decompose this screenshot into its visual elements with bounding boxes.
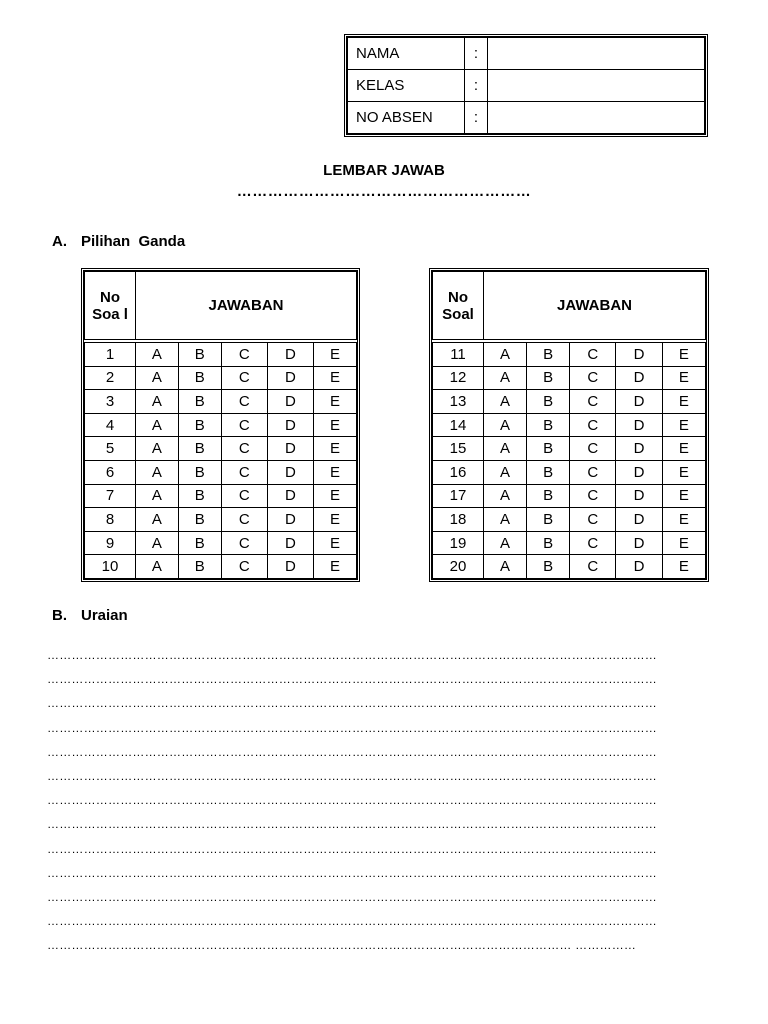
answer-option[interactable]: A (484, 437, 527, 461)
identity-row-nama (348, 38, 705, 70)
answer-option[interactable]: A (484, 555, 527, 579)
question-number: 10 (85, 555, 136, 579)
identity-value-field[interactable] (488, 38, 705, 70)
answer-option[interactable]: C (221, 413, 267, 437)
answer-option[interactable]: B (527, 531, 570, 555)
answer-option[interactable]: B (178, 437, 221, 461)
identity-label: NAMA (348, 38, 465, 70)
answer-option[interactable]: D (616, 366, 662, 390)
answer-option[interactable]: C (570, 437, 616, 461)
essay-answer-line[interactable]: …………………………………………………………………………………………………………………………………… (47, 769, 657, 783)
question-number: 3 (85, 390, 136, 414)
answer-option[interactable]: C (221, 531, 267, 555)
question-number: 9 (85, 531, 136, 555)
essay-answer-line[interactable]: …………………………………………………………………………………………………………………………………… (47, 841, 657, 856)
answer-option[interactable]: A (484, 366, 527, 390)
identity-label: NO ABSEN (348, 102, 465, 134)
essay-answer-line[interactable]: …………………………………………………………………………………………………………………………………… (47, 696, 657, 711)
answer-option[interactable]: E (313, 343, 356, 367)
essay-answer-line[interactable]: …………………………………………………………………………………………………………………………………… (47, 914, 657, 929)
answer-option[interactable]: B (178, 555, 221, 579)
answer-option[interactable]: A (136, 437, 179, 461)
answer-row (433, 460, 706, 484)
answer-option[interactable]: C (221, 366, 267, 390)
answer-option[interactable]: A (136, 413, 179, 437)
answer-row (433, 437, 706, 461)
section-b-letter: B. (52, 607, 67, 624)
identity-value-field[interactable] (488, 70, 705, 102)
essay-answer-line[interactable]: ………………………………………………………………………………………………………………… …………… (47, 938, 637, 953)
answer-option[interactable]: C (221, 484, 267, 508)
answer-option[interactable]: A (136, 460, 179, 484)
answer-option[interactable]: A (136, 555, 179, 579)
answer-option[interactable]: C (570, 366, 616, 390)
answer-option[interactable]: C (221, 508, 267, 532)
section-a-heading (52, 233, 185, 250)
essay-answer-line[interactable]: …………………………………………………………………………………………………………………………………… (47, 672, 657, 687)
answer-option[interactable]: C (221, 460, 267, 484)
identity-colon: : (465, 38, 488, 70)
answer-option[interactable]: A (136, 484, 179, 508)
answer-table-left (81, 268, 360, 582)
answer-option[interactable]: E (313, 531, 356, 555)
section-b-label: Uraian (81, 607, 128, 624)
answer-option[interactable]: B (527, 508, 570, 532)
answer-option[interactable]: B (527, 366, 570, 390)
answer-row (85, 343, 357, 367)
answer-option[interactable]: E (662, 390, 705, 414)
answer-rows-left (85, 343, 357, 579)
question-number: 8 (85, 508, 136, 532)
essay-answer-line[interactable]: …………………………………………………………………………………………………………………………………… (47, 744, 657, 759)
answer-option[interactable]: E (662, 460, 705, 484)
answer-option[interactable]: E (313, 390, 356, 414)
section-b-heading (52, 607, 128, 624)
answer-option[interactable]: E (662, 366, 705, 390)
answer-row (433, 531, 706, 555)
answer-option[interactable]: B (527, 460, 570, 484)
answer-option[interactable]: E (662, 343, 705, 367)
answer-option[interactable]: B (527, 555, 570, 579)
answer-option[interactable]: B (178, 531, 221, 555)
answer-option[interactable]: D (616, 390, 662, 414)
answer-option[interactable]: A (484, 413, 527, 437)
answer-option[interactable]: A (484, 460, 527, 484)
answer-option[interactable]: A (136, 390, 179, 414)
essay-answer-line[interactable]: …………………………………………………………………………………………………………………………………… (47, 793, 657, 808)
question-number: 19 (433, 531, 484, 555)
answer-option[interactable]: E (313, 437, 356, 461)
answer-option[interactable]: C (570, 484, 616, 508)
answer-option[interactable]: C (221, 437, 267, 461)
answer-option[interactable]: D (616, 413, 662, 437)
answer-row (85, 484, 357, 508)
answer-option[interactable]: D (267, 508, 313, 532)
answer-option[interactable]: D (616, 555, 662, 579)
answer-option[interactable]: D (616, 460, 662, 484)
answer-option[interactable]: D (267, 390, 313, 414)
answer-option[interactable]: D (616, 437, 662, 461)
answer-row (433, 413, 706, 437)
answer-option[interactable]: D (616, 484, 662, 508)
answer-option[interactable]: A (484, 508, 527, 532)
answer-option[interactable]: B (178, 413, 221, 437)
answer-option[interactable]: E (662, 508, 705, 532)
question-number: 17 (433, 484, 484, 508)
answer-row (433, 343, 706, 367)
answer-option[interactable]: D (267, 531, 313, 555)
answer-option[interactable]: D (616, 531, 662, 555)
essay-answer-line[interactable]: …………………………………………………………………………………………………………………………………… (47, 817, 657, 832)
answer-option[interactable]: C (570, 460, 616, 484)
question-number: 2 (85, 366, 136, 390)
answer-row (85, 555, 357, 579)
answer-option[interactable]: E (662, 413, 705, 437)
answer-option[interactable]: D (267, 343, 313, 367)
answer-option[interactable]: E (662, 484, 705, 508)
answer-row (85, 390, 357, 414)
answer-option[interactable]: C (570, 508, 616, 532)
answer-option[interactable]: C (570, 343, 616, 367)
identity-colon: : (465, 70, 488, 102)
answer-option[interactable]: A (136, 366, 179, 390)
question-number: 1 (85, 343, 136, 367)
answer-option[interactable]: D (267, 366, 313, 390)
section-a-letter: A. (52, 233, 67, 250)
answer-option[interactable]: E (662, 531, 705, 555)
question-number: 7 (85, 484, 136, 508)
answer-row (433, 390, 706, 414)
answer-option[interactable]: A (136, 508, 179, 532)
answer-option[interactable]: E (662, 555, 705, 579)
answer-option[interactable]: D (267, 437, 313, 461)
answer-option[interactable]: C (570, 531, 616, 555)
identity-row-no-absen (348, 102, 705, 134)
answer-row (85, 413, 357, 437)
question-number: 14 (433, 413, 484, 437)
answer-option[interactable]: E (313, 460, 356, 484)
question-number: 15 (433, 437, 484, 461)
answer-option[interactable]: E (313, 484, 356, 508)
essay-answer-line[interactable]: …………………………………………………………………………………………………………………………………… (47, 648, 657, 662)
question-number: 18 (433, 508, 484, 532)
answer-option[interactable]: D (267, 460, 313, 484)
answer-option[interactable]: B (527, 343, 570, 367)
question-number: 5 (85, 437, 136, 461)
answer-option[interactable]: C (221, 343, 267, 367)
answer-option[interactable]: A (136, 531, 179, 555)
answer-option[interactable]: A (484, 484, 527, 508)
answer-option[interactable]: C (221, 390, 267, 414)
answer-row (433, 366, 706, 390)
answer-rows-right (433, 343, 706, 579)
answer-row (85, 508, 357, 532)
answer-row (85, 437, 357, 461)
identity-colon: : (465, 102, 488, 134)
answer-option[interactable]: E (313, 366, 356, 390)
identity-value-field[interactable] (488, 102, 705, 134)
answer-row (433, 484, 706, 508)
answer-option[interactable]: B (527, 484, 570, 508)
answer-row (433, 555, 706, 579)
answer-option[interactable]: E (662, 437, 705, 461)
question-number: 4 (85, 413, 136, 437)
header-jawaban: JAWABAN (136, 272, 357, 340)
identity-row-kelas (348, 70, 705, 102)
title-dotted-line: ………………………………………………… (236, 183, 532, 200)
header-jawaban: JAWABAN (484, 272, 706, 340)
answer-option[interactable]: D (267, 484, 313, 508)
answer-option[interactable]: A (484, 343, 527, 367)
answer-option[interactable]: A (136, 343, 179, 367)
identity-box (344, 34, 708, 137)
answer-option[interactable]: D (267, 413, 313, 437)
answer-option[interactable]: B (178, 508, 221, 532)
answer-option[interactable]: D (616, 343, 662, 367)
question-number: 11 (433, 343, 484, 367)
answer-option[interactable]: B (178, 390, 221, 414)
essay-answer-line[interactable]: …………………………………………………………………………………………………………………………………… (47, 720, 657, 735)
answer-row (85, 460, 357, 484)
header-no-soal: No Soa l (85, 272, 136, 340)
question-number: 20 (433, 555, 484, 579)
answer-option[interactable]: B (178, 460, 221, 484)
section-a-label: Pilihan Ganda (81, 233, 186, 250)
identity-label: KELAS (348, 70, 465, 102)
answer-option[interactable]: B (178, 484, 221, 508)
answer-table-right (429, 268, 709, 582)
answer-row (433, 508, 706, 532)
answer-row (85, 366, 357, 390)
answer-option[interactable]: D (267, 555, 313, 579)
answer-option[interactable]: C (570, 413, 616, 437)
answer-option[interactable]: C (570, 390, 616, 414)
answer-option[interactable]: B (527, 413, 570, 437)
answer-option[interactable]: B (527, 437, 570, 461)
header-no-soal: No Soal (433, 272, 484, 340)
answer-option[interactable]: C (221, 555, 267, 579)
answer-option[interactable]: B (527, 390, 570, 414)
question-number: 12 (433, 366, 484, 390)
answer-option[interactable]: D (616, 508, 662, 532)
answer-option[interactable]: A (484, 531, 527, 555)
essay-answer-line[interactable]: …………………………………………………………………………………………………………………………………… (47, 890, 657, 904)
question-number: 16 (433, 460, 484, 484)
essay-answer-line[interactable]: …………………………………………………………………………………………………………………………………… (47, 865, 657, 880)
answer-option[interactable]: E (313, 555, 356, 579)
answer-option[interactable]: E (313, 508, 356, 532)
answer-option[interactable]: A (484, 390, 527, 414)
identity-table (347, 37, 705, 134)
question-number: 13 (433, 390, 484, 414)
question-number: 6 (85, 460, 136, 484)
answer-row (85, 531, 357, 555)
answer-option[interactable]: B (178, 366, 221, 390)
answer-option[interactable]: E (313, 413, 356, 437)
page-title: LEMBAR JAWAB (323, 162, 445, 179)
answer-option[interactable]: B (178, 343, 221, 367)
answer-option[interactable]: C (570, 555, 616, 579)
